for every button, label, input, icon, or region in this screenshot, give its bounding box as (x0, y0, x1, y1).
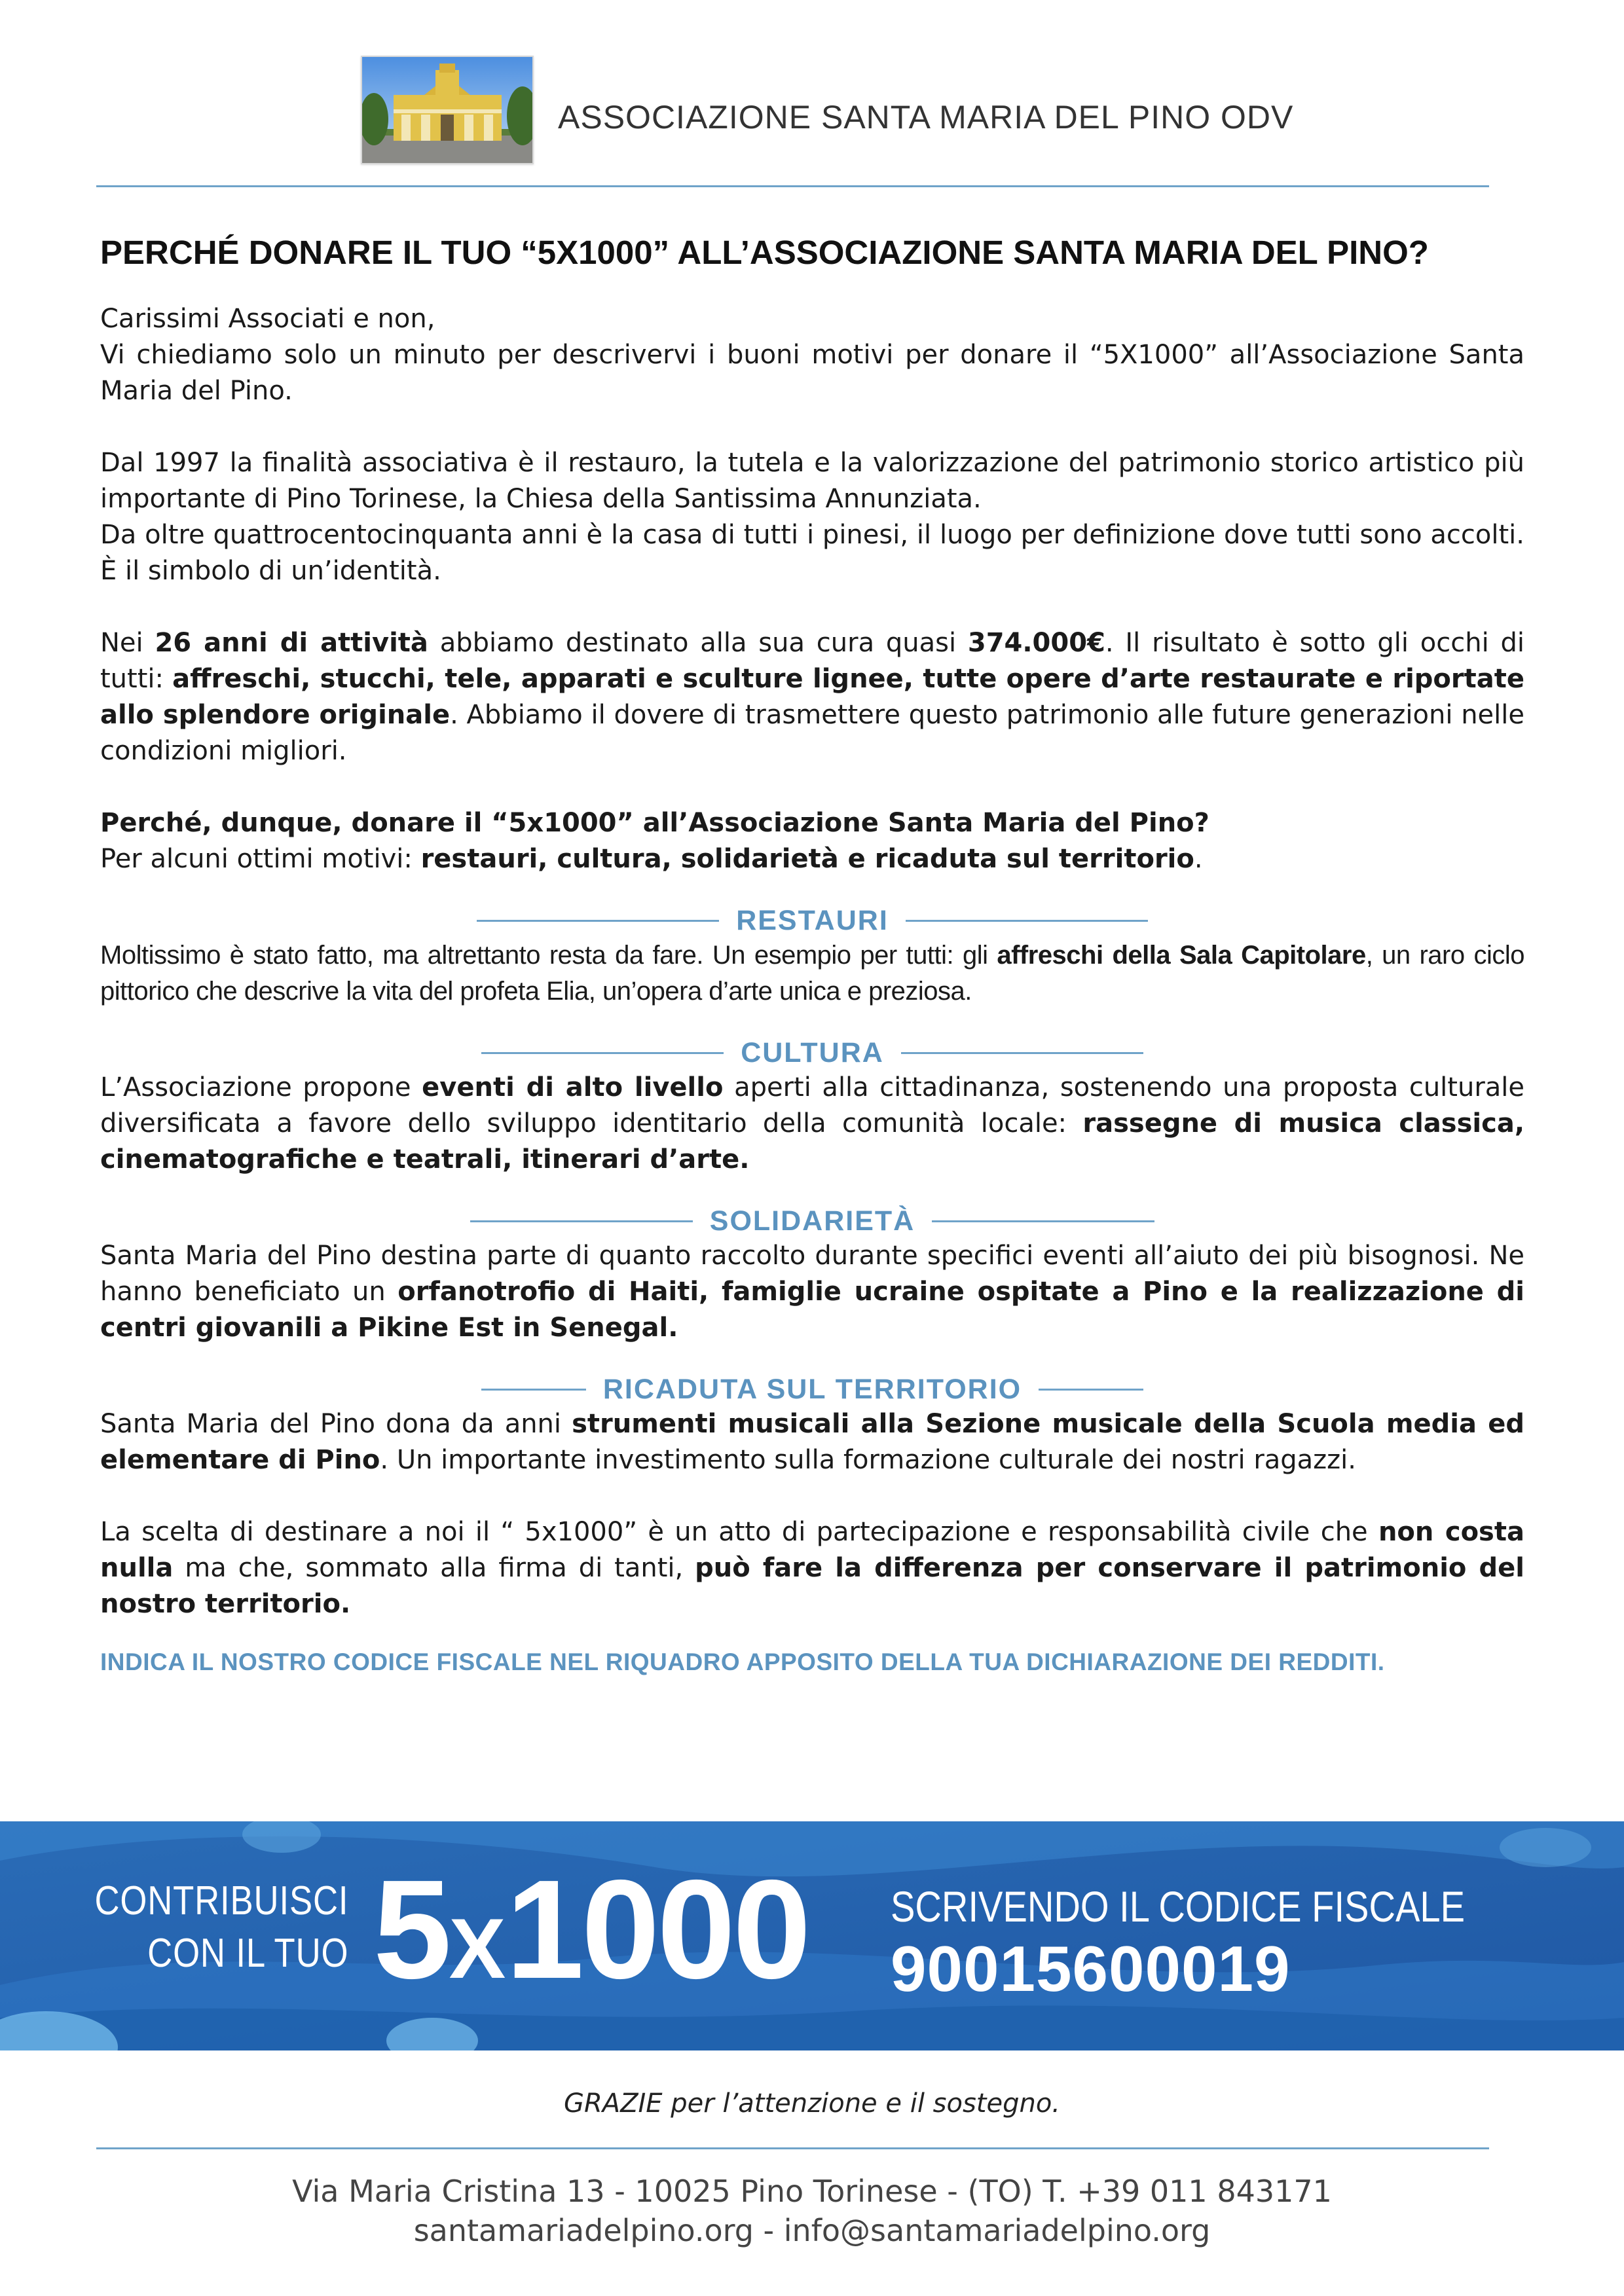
banner-contribute-text: CONTRIBUISCI CON IL TUO (94, 1878, 348, 1976)
footer-website-email: santamariadelpino.org - info@santamariadelpino.org (413, 2213, 1211, 2248)
banner-5x1000: 5X1000 (373, 1850, 809, 2008)
intro-paragraph: Vi chiediamo solo un minuto per descrivervi i buoni motivi per donare il “5X1000” all’Associazione Santa Maria del Pino. (100, 340, 1524, 406)
banner-fiscal-code-label: SCRIVENDO IL CODICE FISCALE (891, 1882, 1466, 1931)
church-photo-icon (361, 56, 534, 164)
banner-fiscal-code: 90015600019 (891, 1933, 1291, 2005)
section-header-cultura: CULTURA (100, 1036, 1524, 1070)
history-paragraph-2: Da oltre quattrocentocinquanta anni è la casa di tutti i pinesi, il luogo per definizione dove tutti sono accolti. È il simbolo di un’identità. (100, 520, 1524, 586)
solidarieta-paragraph: Santa Maria del Pino destina parte di quanto raccolto durante specifici eventi all’aiuto dei più bisognosi. Ne hanno beneficiato un orfanotrofio di Haiti, famiglie ucraine ospitate a Pino e la realizzazione di centri giovanili a Pikine Est in Senegal. (100, 1241, 1524, 1343)
letter-body (100, 301, 1524, 1676)
5x1000-banner (0, 1821, 1624, 2050)
section-header-restauri: RESTAURI (100, 903, 1524, 938)
territorio-paragraph: Santa Maria del Pino dona da anni strumenti musicali alla Sezione musicale della Scuola media ed elementare di Pino. Un importante investimento sulla formazione culturale dei nostri ragazzi. (100, 1409, 1525, 1475)
closing-paragraph: La scelta di destinare a noi il “ 5x1000” è un atto di partecipazione e responsabilità civile che non costa nulla ma che, sommato alla firma di tanti, può fare la differenza per conservare il patrimonio del nostro territorio. (100, 1517, 1525, 1619)
page-title: PERCHÉ DONARE IL TUO “5X1000” ALL’ASSOCIAZIONE SANTA MARIA DEL PINO? (100, 234, 1429, 271)
section-header-solidarieta: SOLIDARIETÀ (100, 1204, 1524, 1238)
restauri-paragraph: Moltissimo è stato fatto, ma altrettanto resta da fare. Un esempio per tutti: gli affreschi della Sala Capitolare, un raro ciclo pittorico che descrive la vita del profeta Elia, un’opera d’arte unica e preziosa. (100, 941, 1524, 1006)
cultura-paragraph: L’Associazione propone eventi di alto livello aperti alla cittadinanza, sostenendo una proposta culturale diversificata a favore dello sviluppo identitario della comunità locale: rassegne di musica classica, cinematografiche e teatrali, itinerari d’arte. (100, 1072, 1525, 1175)
organization-name: ASSOCIAZIONE SANTA MARIA DEL PINO ODV (558, 99, 1294, 136)
why-question: Perché, dunque, donare il “5x1000” all’Associazione Santa Maria del Pino? (100, 808, 1209, 838)
greeting: Carissimi Associati e non, (100, 304, 435, 334)
history-paragraph-1: Dal 1997 la finalità associativa è il restauro, la tutela e la valorizzazione del patrimonio storico artistico più importante di Pino Torinese, la Chiesa della Santissima Annunziata. (100, 448, 1524, 514)
activity-paragraph: Nei 26 anni di attività abbiamo destinato alla sua cura quasi 374.000€. Il risultato è sotto gli occhi di tutti: affreschi, stucchi, tele, apparati e sculture lignee, tutte opere d’arte restaurate e riportate allo splendore originale. Abbiamo il dovere di trasmettere questo patrimonio alle future generazioni nelle condizioni migliori. (100, 628, 1524, 766)
footer-address: Via Maria Cristina 13 - 10025 Pino Torinese - (TO) T. +39 011 843171 (292, 2174, 1332, 2209)
why-answer: Per alcuni ottimi motivi: restauri, cultura, solidarietà e ricaduta sul territorio. (100, 844, 1203, 874)
footer-divider (96, 2147, 1489, 2149)
call-to-action: INDICA IL NOSTRO CODICE FISCALE NEL RIQUADRO APPOSITO DELLA TUA DICHIARAZIONE DEI REDDITI. (100, 1649, 1385, 1675)
header-divider (96, 185, 1489, 187)
section-header-territorio: RICADUTA SUL TERRITORIO (100, 1372, 1524, 1406)
thanks-line: GRAZIE per l’attenzione e il sostegno. (563, 2088, 1061, 2119)
